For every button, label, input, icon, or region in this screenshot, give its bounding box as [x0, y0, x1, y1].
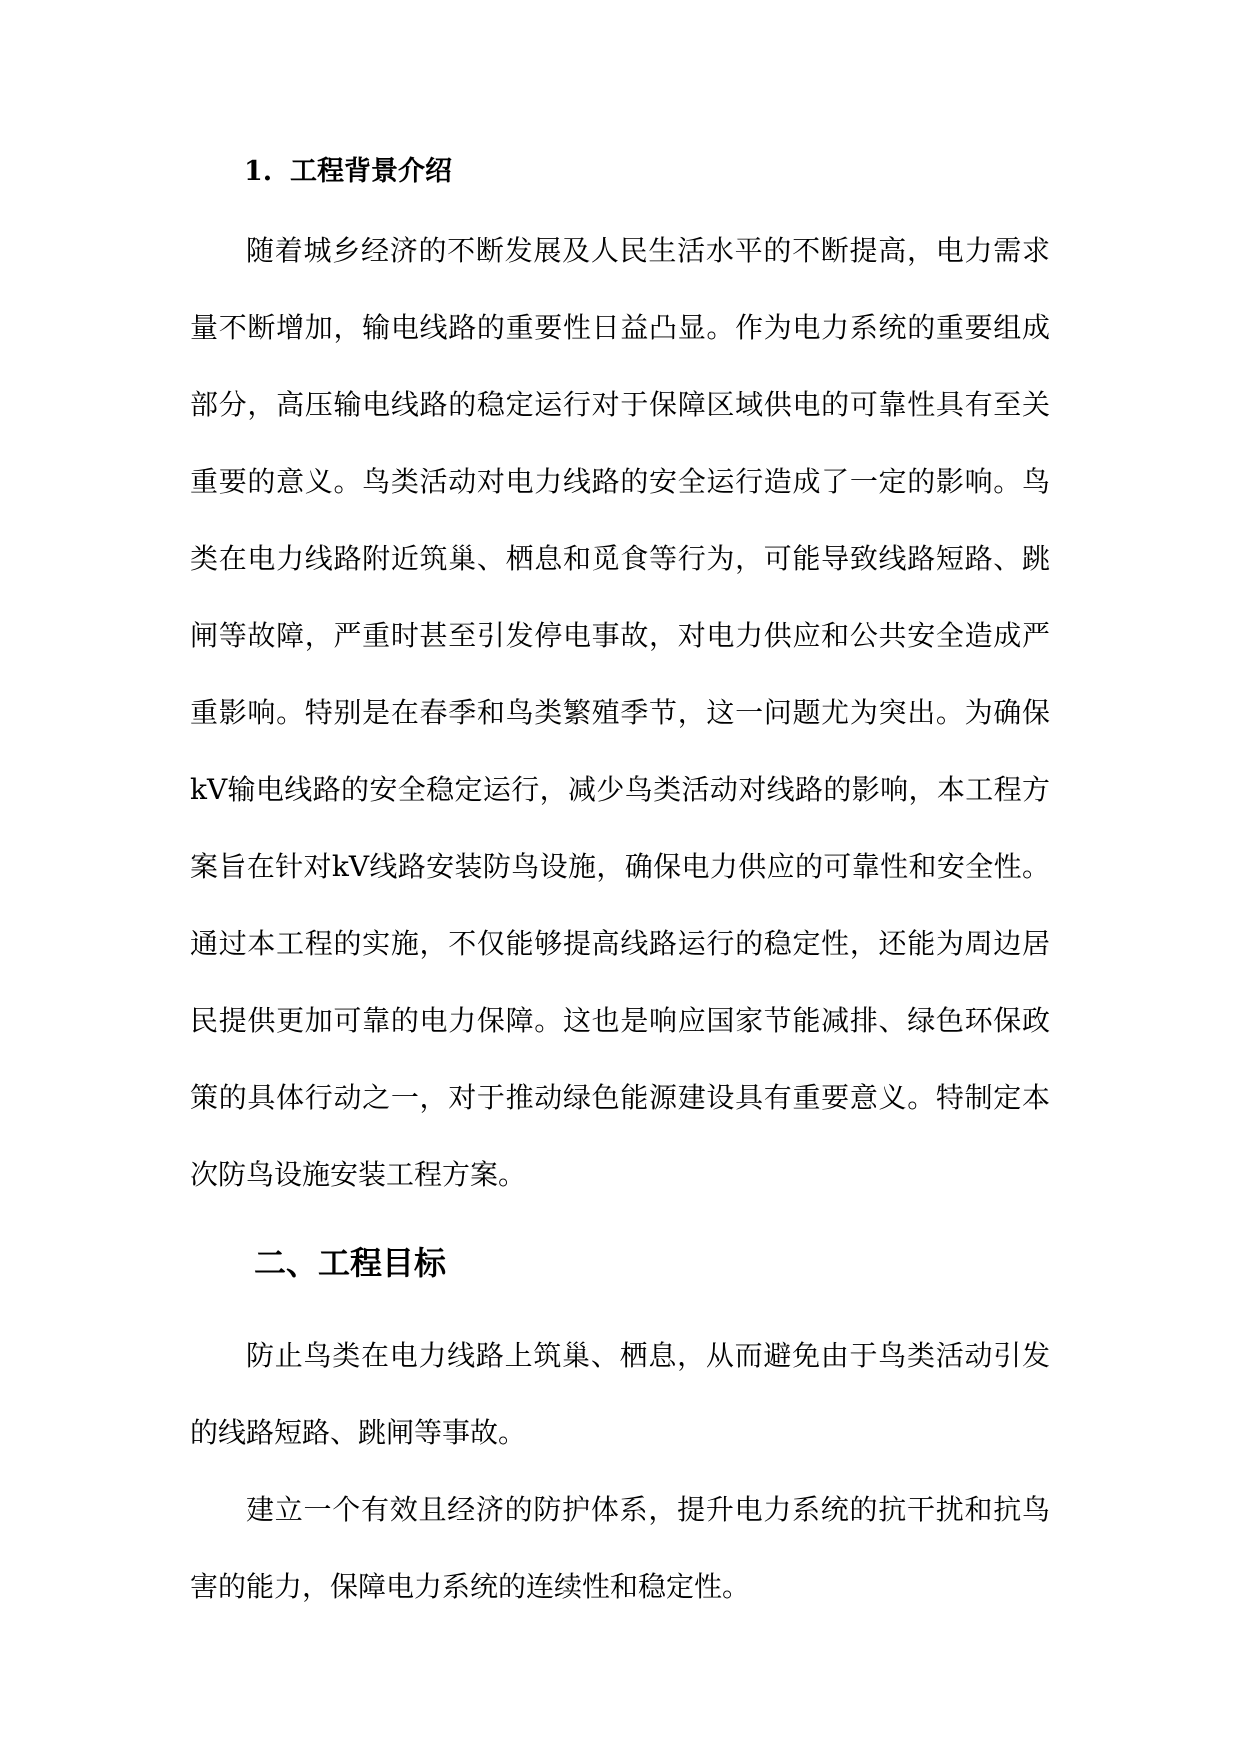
- section-1-title: 工程背景介绍: [290, 156, 452, 187]
- section-1-heading: [244, 152, 452, 192]
- section-2-paragraph-1: 防止鸟类在电力线路上筑巢、栖息，从而避免由于鸟类活动引发的线路短路、跳闸等事故。: [190, 1339, 1050, 1449]
- section-1-paragraph: 随着城乡经济的不断发展及人民生活水平的不断提高，电力需求量不断增加，输电线路的重要性日益凸显。作为电力系统的重要组成部分，高压输电线路的稳定运行对于保障区域供电的可靠性具有至关重要的意义。鸟类活动对电力线路的安全运行造成了一定的影响。鸟类在电力线路附近筑巢、栖息和觅食等行为，可能导致线路短路、跳闸等故障，严重时甚至引发停电事故，对电力供应和公共安全造成严重影响。特别是在春季和鸟类繁殖季节，这一问题尤为突出。为确保kV输电线路的安全稳定运行，减少鸟类活动对线路的影响，本工程方案旨在针对kV线路安装防鸟设施，确保电力供应的可靠性和安全性。通过本工程的实施，不仅能够提高线路运行的稳定性，还能为周边居民提供更加可靠的电力保障。这也是响应国家节能减排、绿色环保政策的具体行动之一，对于推动绿色能源建设具有重要意义。特制定本次防鸟设施安装工程方案。: [190, 234, 1050, 1191]
- section-2-title: 二、工程目标: [254, 1244, 447, 1282]
- section-1-number: 1.: [244, 156, 273, 187]
- section-2-paragraph-2: 建立一个有效且经济的防护体系，提升电力系统的抗干扰和抗鸟害的能力，保障电力系统的连续性和稳定性。: [190, 1493, 1050, 1603]
